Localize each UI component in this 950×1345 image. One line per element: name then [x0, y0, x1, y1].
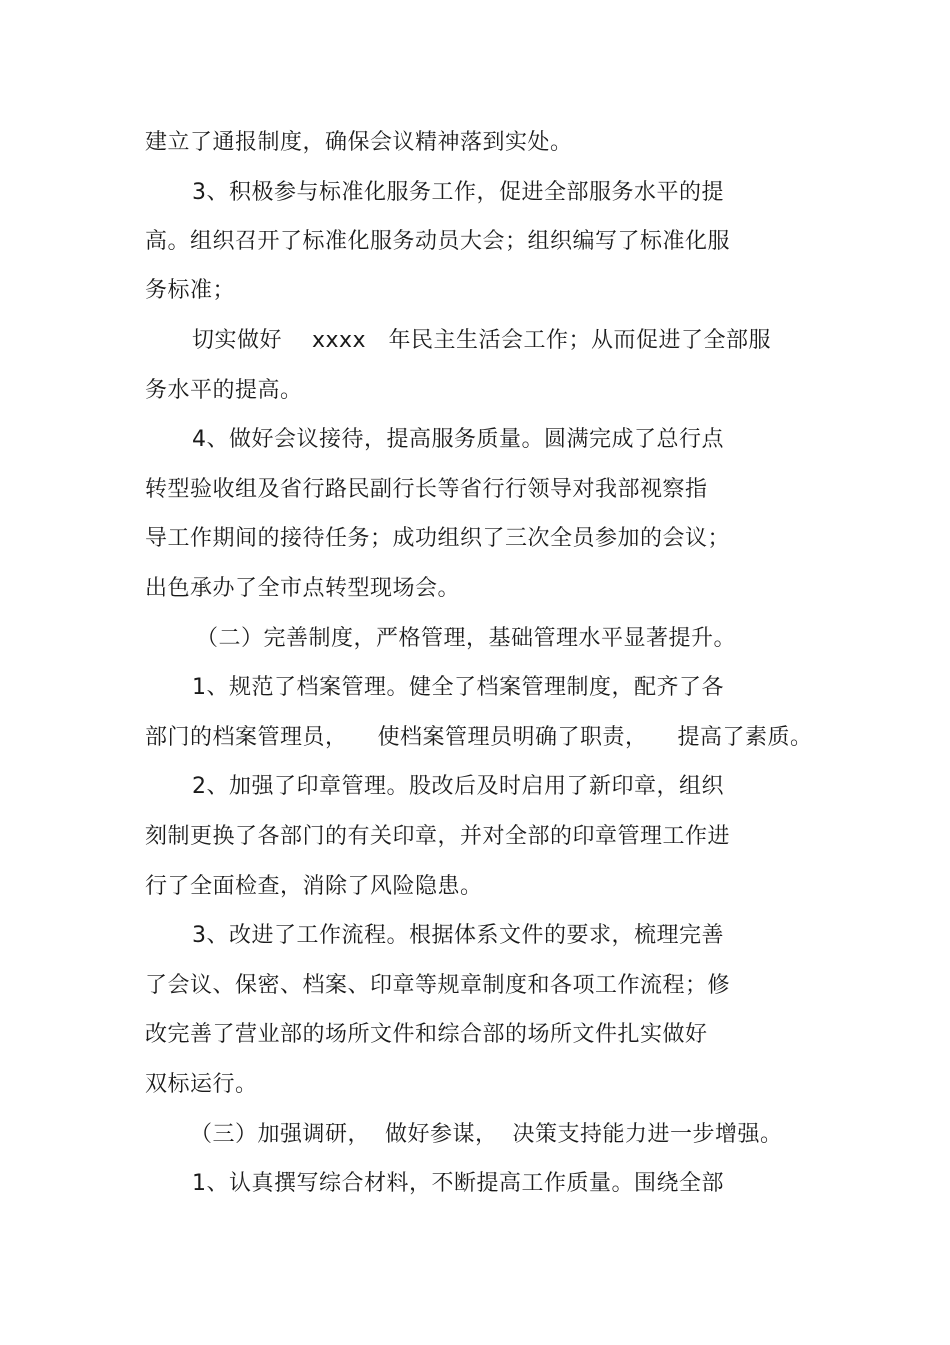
text-line: 转型验收组及省行路民副行长等省行行领导对我部视察指	[145, 477, 708, 502]
text-line: 务水平的提高。	[145, 378, 303, 403]
text-line: 2、加强了印章管理。股改后及时启用了新印章，组织	[192, 774, 724, 799]
text-line: 1、认真撰写综合材料，不断提高工作质量。围绕全部	[192, 1171, 724, 1196]
text-line: 3、积极参与标准化服务工作，促进全部服务水平的提	[192, 180, 724, 205]
text-line: 出色承办了全市点转型现场会。	[145, 576, 461, 601]
text-line: 务标准；	[145, 278, 236, 303]
section-heading: （三）加强调研， 做好参谋， 决策支持能力进一步增强。	[190, 1122, 783, 1147]
text-line: 双标运行。	[145, 1072, 258, 1097]
text-line: 刻制更换了各部门的有关印章，并对全部的印章管理工作进	[145, 824, 731, 849]
text-line: 改完善了营业部的场所文件和综合部的场所文件扎实做好	[145, 1022, 708, 1047]
text-line: 部门的档案管理员， 使档案管理员明确了职责， 提高了素质。	[145, 725, 813, 750]
text-line: 1、规范了档案管理。健全了档案管理制度，配齐了各	[192, 675, 724, 700]
text-line: 行了全面检查，消除了风险隐患。	[145, 874, 483, 899]
text-line: 3、改进了工作流程。根据体系文件的要求，梳理完善	[192, 923, 724, 948]
text-line: 建立了通报制度，确保会议精神落到实处。	[145, 130, 573, 155]
text-line: 导工作期间的接待任务；成功组织了三次全员参加的会议；	[145, 526, 731, 551]
section-heading: （二）完善制度，严格管理，基础管理水平显著提升。	[196, 626, 737, 651]
text-line: 切实做好 xxxx 年民主生活会工作；从而促进了全部服	[192, 328, 772, 353]
text-line: 高。组织召开了标准化服务动员大会；组织编写了标准化服	[145, 229, 731, 254]
text-line: 4、做好会议接待，提高服务质量。圆满完成了总行点	[192, 427, 724, 452]
text-line: 了会议、保密、档案、印章等规章制度和各项工作流程；修	[145, 973, 731, 998]
